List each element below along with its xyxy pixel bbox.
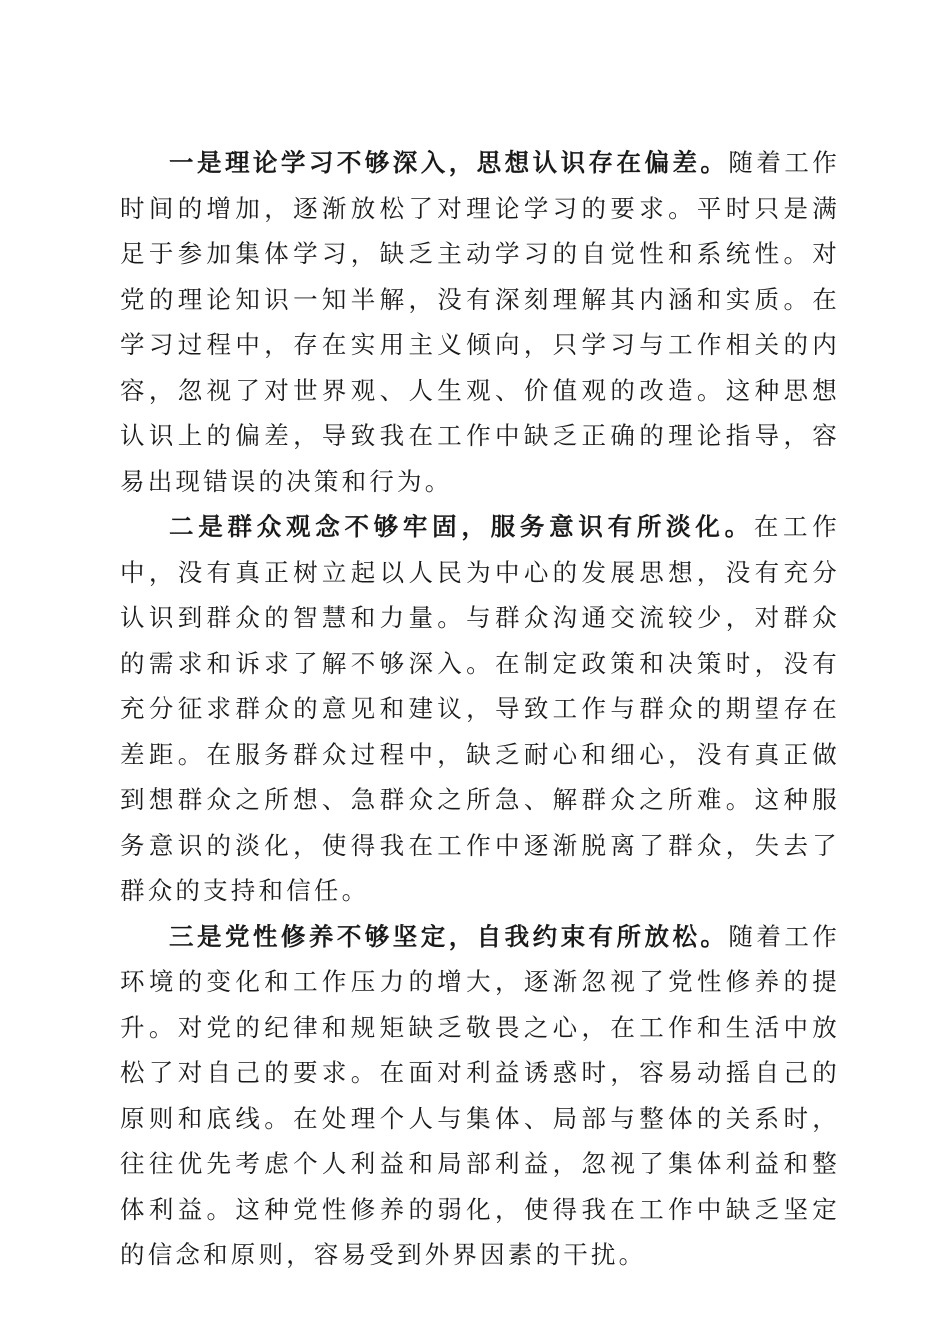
paragraph-mass-line	[120, 504, 840, 914]
paragraph-lead: 一是理论学习不够深入，思想认识存在偏差。	[169, 148, 729, 177]
paragraph-body: 随着工作时间的增加，逐渐放松了对理论学习的要求。平时只是满足于参加集体学习，缺乏主动学习的自觉性和系统性。对党的理论知识一知半解，没有深刻理解其内涵和实质。在学习过程中，存在实用主义倾向，只学习与工作相关的内容，忽视了对世界观、人生观、价值观的改造。这种思想认识上的偏差，导致我在工作中缺乏正确的理论指导，容易出现错误的决策和行为。	[120, 148, 840, 496]
document-body	[120, 140, 840, 1278]
paragraph-lead: 二是群众观念不够牢固，服务意识有所淡化。	[169, 512, 754, 541]
paragraph-body: 随着工作环境的变化和工作压力的增大，逐渐忽视了党性修养的提升。对党的纪律和规矩缺乏敬畏之心，在工作和生活中放松了对自己的要求。在面对利益诱惑时，容易动摇自己的原则和底线。在处理个人与集体、局部与整体的关系时，往往优先考虑个人利益和局部利益，忽视了集体利益和整体利益。这种党性修养的弱化，使得我在工作中缺乏坚定的信念和原则，容易受到外界因素的干扰。	[120, 921, 840, 1269]
paragraph-body: 在工作中，没有真正树立起以人民为中心的发展思想，没有充分认识到群众的智慧和力量。与群众沟通交流较少，对群众的需求和诉求了解不够深入。在制定政策和决策时，没有充分征求群众的意见和建议，导致工作与群众的期望存在差距。在服务群众过程中，缺乏耐心和细心，没有真正做到想群众之所想、急群众之所急、解群众之所难。这种服务意识的淡化，使得我在工作中逐渐脱离了群众，失去了群众的支持和信任。	[120, 512, 840, 905]
paragraph-lead: 三是党性修养不够坚定，自我约束有所放松。	[169, 921, 729, 951]
paragraph-theory-study	[120, 140, 840, 504]
paragraph-party-spirit	[120, 914, 840, 1278]
